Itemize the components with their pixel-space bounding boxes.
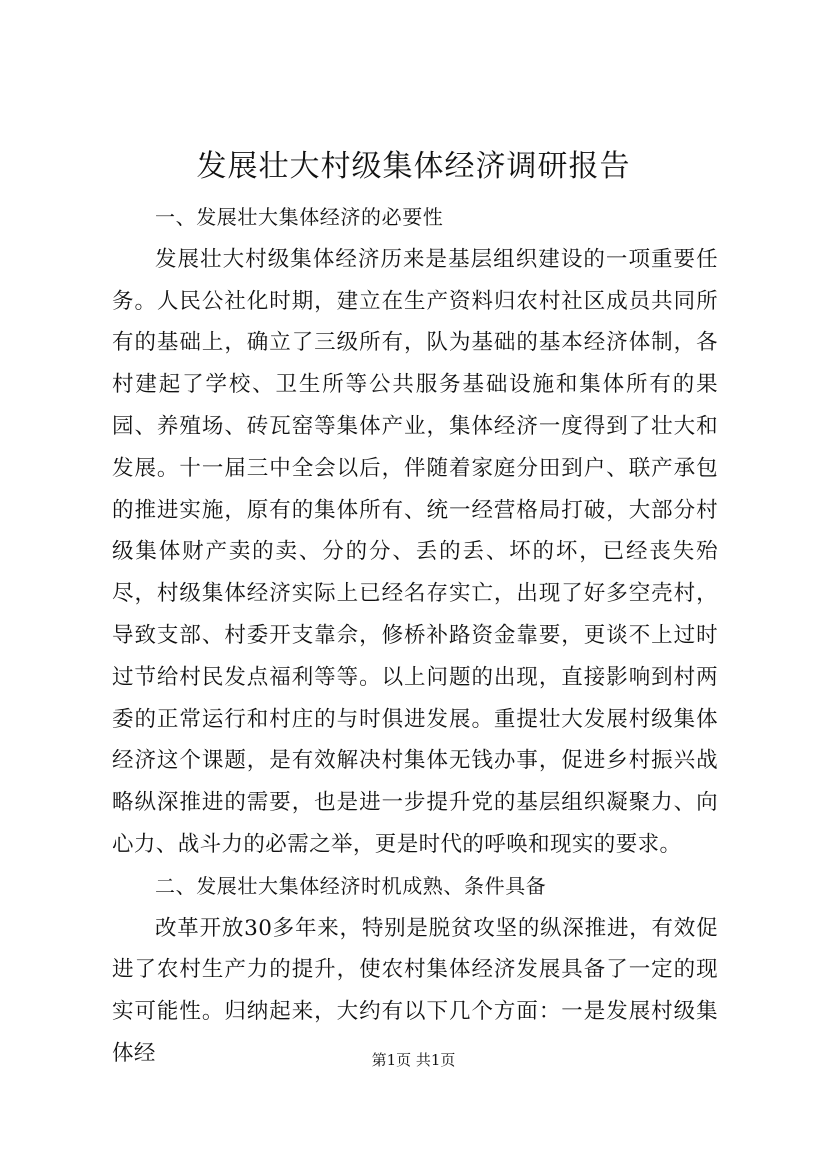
- paragraph-2: 改革开放30多年来，特别是脱贫攻坚的纵深推进，有效促进了农村生产力的提升，使农村集体经济发展具备了一定的现实可能性。归纳起来，大约有以下几个方面：一是发展村级集体经: [112, 915, 718, 1066]
- section-heading-1: 一、发展壮大集体经济的必要性: [155, 205, 444, 229]
- document-title: 发展壮大村级集体经济调研报告: [196, 149, 631, 184]
- paragraph-1: 发展壮大村级集体经济历来是基层组织建设的一项重要任务。人民公社化时期，建立在生产资料归农村社区成员共同所有的基础上，确立了三级所有，队为基础的基本经济体制，各村建起了学校、卫生所等公共服务基础设施和集体所有的果园、养殖场、砖瓦窑等集体产业，集体经济一度得到了壮大和发展。十一届三中全会以后，伴随着家庭分田到户、联产承包的推进实施，原有的集体所有、统一经营格局打破，大部分村级集体财产卖的卖、分的分、丢的丢、坏的坏，已经丧失殆尽，村级集体经济实际上已经名存实亡，出现了好多空壳村，导致支部、村委开支靠佘，修桥补路资金靠要，更谈不上过时过节给村民发点福利等等。以上问题的出现，直接影响到村两委的正常运行和村庄的与时俱进发展。重提壮大发展村级集体经济这个课题，是有效解决村集体无钱办事，促进乡村振兴战略纵深推进的需要，也是进一步提升党的基层组织凝聚力、向心力、战斗力的必需之举，更是时代的呼唤和现实的要求。: [112, 246, 718, 857]
- page-footer: 第1页 共1页: [371, 1051, 456, 1069]
- document-body: [112, 197, 718, 1075]
- section-heading-2: 二、发展壮大集体经济时机成熟、条件具备: [155, 873, 547, 898]
